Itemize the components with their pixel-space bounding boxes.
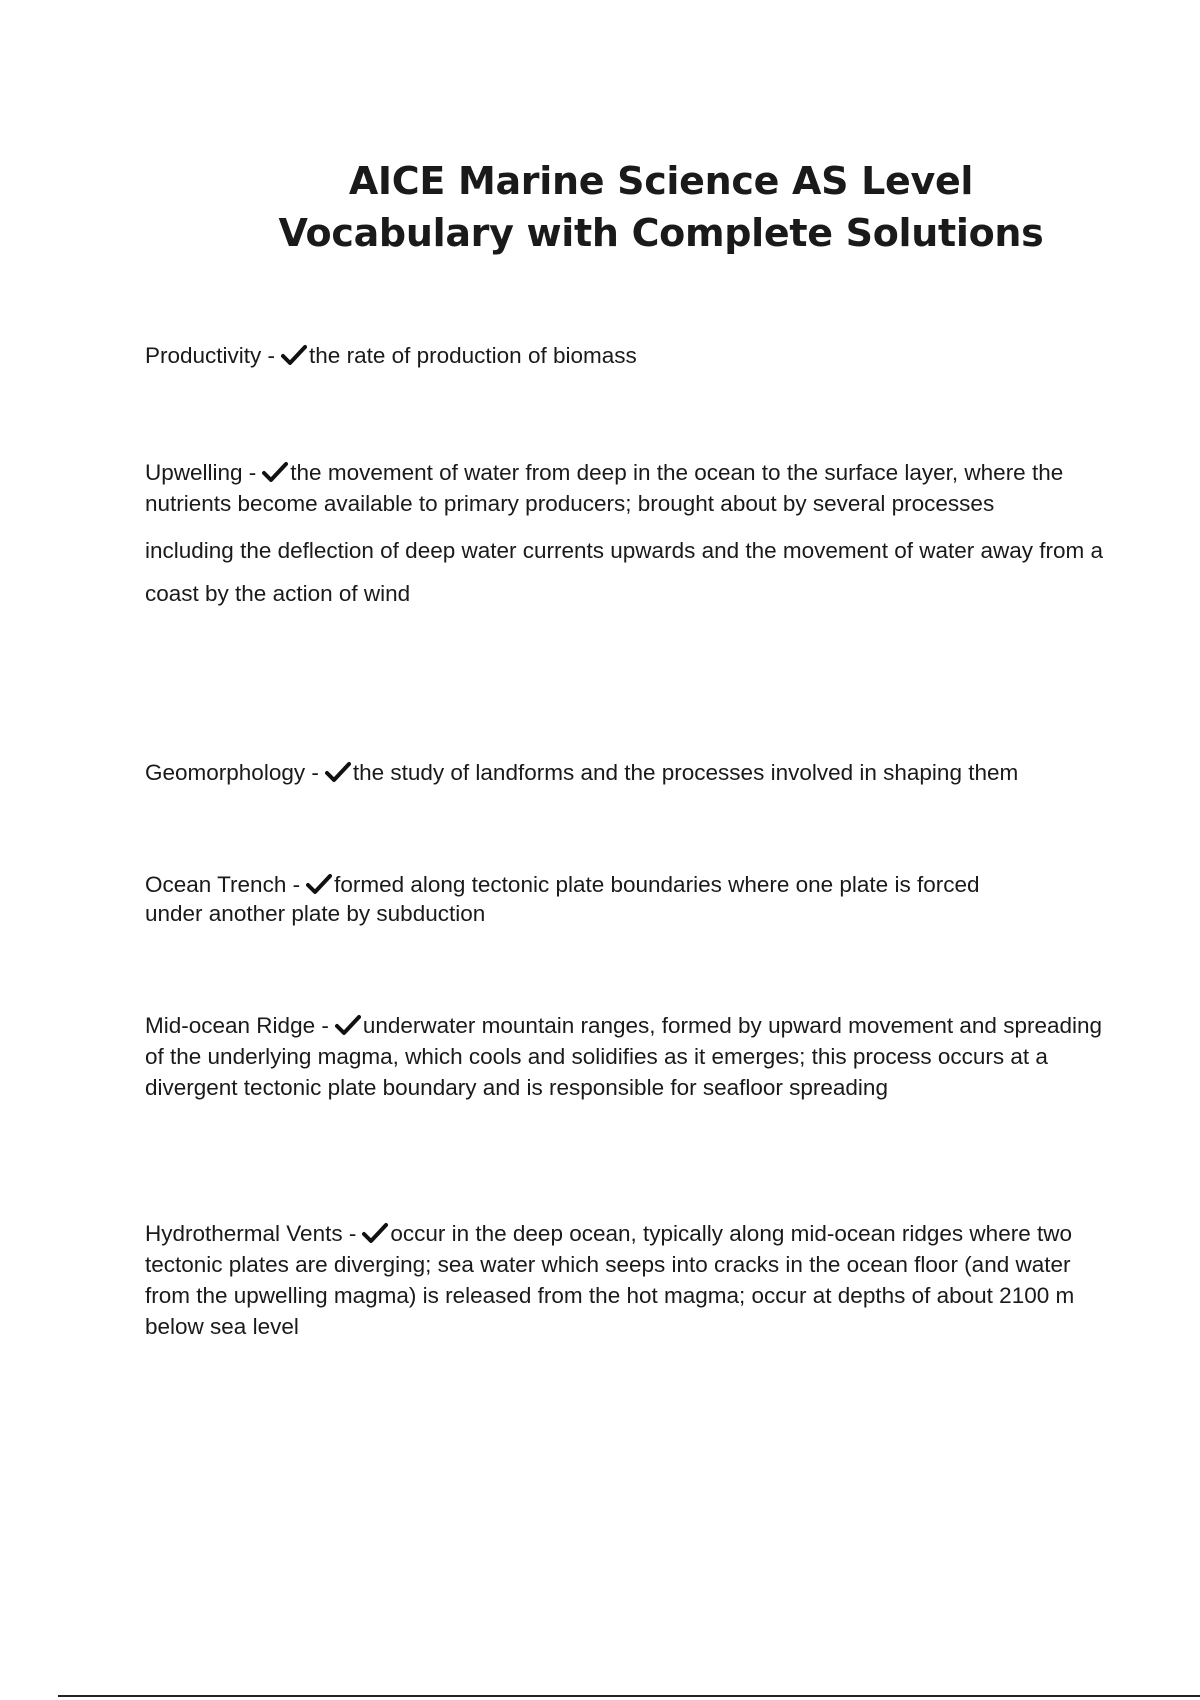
- vocab-entry-mid-ocean-ridge: [145, 1010, 1105, 1103]
- vocab-definition: the movement of water from deep in the ocean to the surface layer, where the nutrients become available to primary producers; brought about by several processes: [145, 460, 1064, 516]
- entry-paragraph: [145, 870, 1000, 928]
- entry-paragraph: [145, 578, 1105, 609]
- checkmark-icon: [325, 761, 351, 783]
- vocab-term: Geomorphology -: [145, 760, 319, 785]
- document-title: [0, 155, 1200, 259]
- vocab-entry-productivity: [145, 340, 1145, 371]
- checkmark-icon: [306, 873, 332, 895]
- entry-paragraph: [145, 1010, 1105, 1103]
- footer-divider: [58, 1695, 1200, 1697]
- vocab-entry-ocean-trench: [145, 870, 1000, 928]
- title-line-1: AICE Marine Science AS Level: [348, 159, 974, 203]
- entry-paragraph: [145, 340, 1145, 371]
- vocab-term: Hydrothermal Vents -: [145, 1221, 357, 1246]
- vocab-definition: underwater mountain ranges, formed by upward movement and spreading of the underlying magma, which cools and solidifies as it emerges; this process occurs at a divergent tectonic plate boundary and is responsible for seafloor spreading: [145, 1013, 1103, 1100]
- checkmark-icon: [262, 461, 288, 483]
- vocab-definition: occur in the deep ocean, typically along mid-ocean ridges where two tectonic plates are diverging; sea water which seeps into cracks in the ocean floor (and water from the upwelling magma) is released from the hot magma; occur at depths of about 2100 m below sea level: [145, 1221, 1075, 1339]
- title-line-2: Vocabulary with Complete Solutions: [278, 211, 1044, 255]
- vocab-entry-geomorphology: [145, 757, 1195, 788]
- vocab-term: Upwelling -: [145, 460, 257, 485]
- vocab-definition: the rate of production of biomass: [309, 343, 637, 368]
- vocab-definition-continued: coast by the action of wind: [145, 581, 411, 606]
- vocab-definition-continued: including the deflection of deep water currents upwards and the movement of water away from a: [145, 538, 1104, 563]
- entry-paragraph: [145, 535, 1105, 566]
- vocab-term: Mid-ocean Ridge -: [145, 1013, 329, 1038]
- vocab-entry-upwelling: [145, 457, 1105, 609]
- entry-paragraph: [145, 1218, 1105, 1342]
- vocab-definition: the study of landforms and the processes involved in shaping them: [352, 760, 1019, 785]
- entry-paragraph: [145, 457, 1105, 519]
- vocab-entry-hydrothermal-vents: [145, 1218, 1105, 1342]
- entry-paragraph: [145, 757, 1195, 788]
- checkmark-icon: [281, 344, 307, 366]
- vocab-term: Ocean Trench -: [145, 872, 301, 897]
- checkmark-icon: [335, 1014, 361, 1036]
- vocab-term: Productivity -: [145, 343, 276, 368]
- checkmark-icon: [362, 1222, 388, 1244]
- vocab-definition: formed along tectonic plate boundaries where one plate is forced under another plate by subduction: [145, 872, 980, 926]
